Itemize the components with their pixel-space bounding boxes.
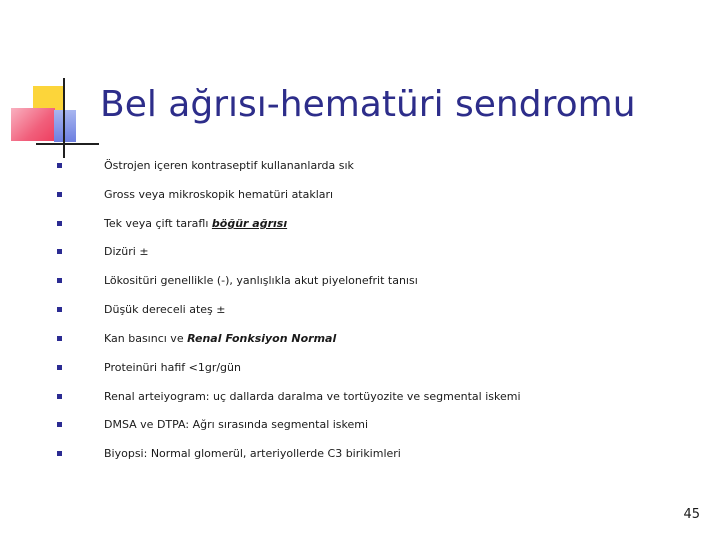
bullet-text-emphasis: böğür ağrısı — [211, 217, 288, 230]
bullet-icon — [57, 394, 62, 399]
slide-logo-decoration — [0, 0, 100, 160]
bullet-icon — [57, 307, 62, 312]
bullet-text-emphasis: Renal Fonksiyon Normal — [187, 332, 337, 345]
bullet-text: DMSA ve DTPA: Ağrı sırasında segmental iskemi — [104, 418, 369, 431]
bullet-text: Lökositüri genellikle (-), yanlışlıkla akut piyelonefrit tanısı — [104, 274, 418, 287]
bullet-icon — [57, 163, 62, 168]
bullet-icon — [57, 336, 62, 341]
bullet-text: Renal arteiyogram: uç dallarda daralma ve tortüyozite ve segmental iskemi — [104, 390, 521, 403]
bullet-text: Dizüri ± — [104, 245, 149, 258]
logo-horizontal-line — [36, 143, 99, 145]
bullet-icon — [57, 192, 62, 197]
bullet-text: Biyopsi: Normal glomerül, arteriyollerde C3 birikimleri — [104, 447, 401, 460]
bullet-text-plain: Tek veya çift taraflı — [104, 217, 212, 230]
bullet-text: Gross veya mikroskopik hematüri atakları — [104, 188, 334, 201]
logo-blue-square — [54, 110, 76, 142]
page-number: 45 — [683, 507, 700, 522]
bullet-icon — [57, 278, 62, 283]
bullet-text: Östrojen içeren kontraseptif kullananlarda sık — [104, 159, 354, 172]
bullet-text — [104, 326, 336, 352]
slide-title: Bel ağrısı-hematüri sendromu — [100, 84, 636, 125]
bullet-icon — [57, 451, 62, 456]
bullet-icon — [57, 422, 62, 427]
bullet-text-plain: Kan basıncı ve — [104, 332, 188, 345]
bullet-icon — [57, 365, 62, 370]
logo-vertical-line — [63, 78, 65, 158]
logo-red-square — [11, 108, 55, 141]
bullet-text — [104, 211, 287, 237]
bullet-icon — [57, 221, 62, 226]
bullet-text: Proteinüri hafif <1gr/gün — [104, 361, 241, 374]
bullet-icon — [57, 249, 62, 254]
bullet-text: Düşük dereceli ateş ± — [104, 303, 226, 316]
